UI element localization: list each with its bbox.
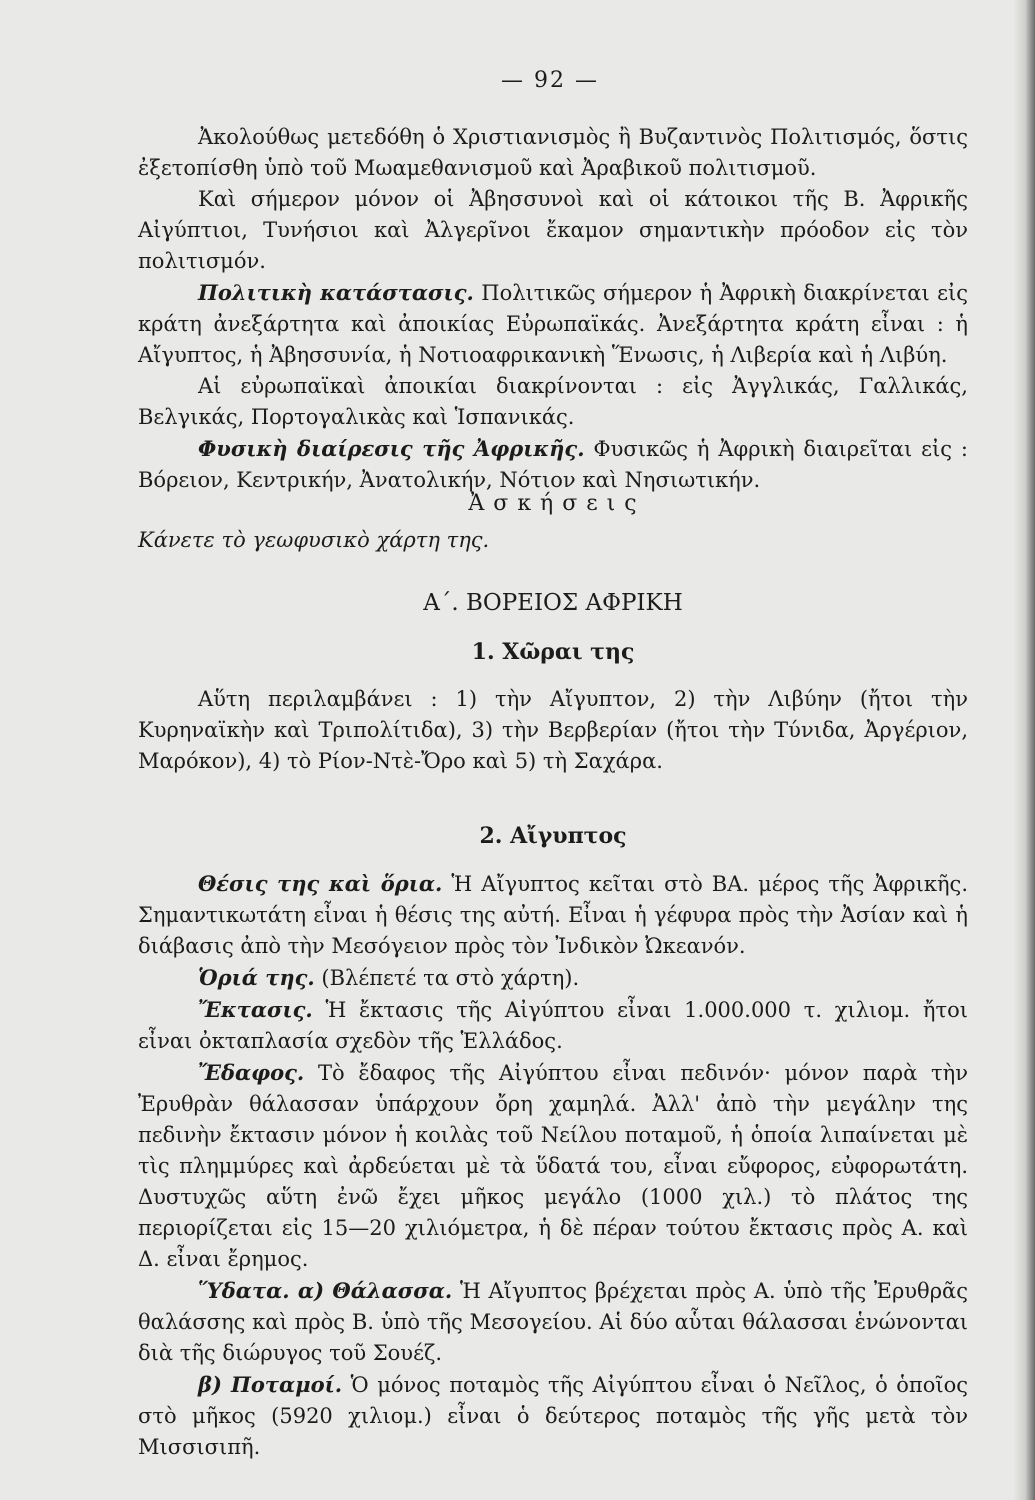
heading-physical-division: Φυσικὴ διαίρεσις τῆς Ἀφρικῆς. xyxy=(198,436,585,461)
intro-block xyxy=(138,122,968,496)
paragraph-countries: Αὕτη περιλαμβάνει : 1) τὴν Αἴγυπτον, 2) τὴν Λιβύην (ἤτοι τὴν Κυρηναϊκὴν καὶ Τριπολίτιδα), 3) τὴν Βερβερίαν (ἤτοι τὴν Τύνιδα, Ἀργέριον, Μαρόκον), 4) τὸ Ρίον-Ντὲ-Ὄρο καὶ 5) τὴ Σαχάρα. xyxy=(138,687,968,773)
paragraph-today: Καὶ σήμερον μόνον οἱ Ἀβησσυνοὶ καὶ οἱ κάτοικοι τῆς Β. Ἀφρικῆς Αἰγύπτιοι, Τυνήσιοι καὶ Ἀλγερῖνοι ἔκαμον σημαντικὴν πρόοδον εἰς τὸν πολιτισμόν. xyxy=(138,187,968,273)
page-number: — 92 — xyxy=(501,68,599,93)
paragraph-borders xyxy=(138,962,968,994)
heading-borders: Ὁριά της. xyxy=(198,965,315,990)
heading-soil: Ἔδαφος. xyxy=(198,1060,305,1085)
paragraph-area xyxy=(138,994,968,1057)
heading-position: Θέσις της καὶ ὅρια. xyxy=(198,871,443,896)
paragraph-political xyxy=(138,277,968,371)
paragraph-position xyxy=(138,868,968,962)
paragraph-rivers xyxy=(138,1369,968,1463)
paragraph-christianity: Ἀκολούθως μετεδόθη ὁ Χριστιανισμὸς ἢ Βυζαντινὸς Πολιτισμός, ὅστις ἐξετοπίσθη ὑπὸ τοῦ Μωαμεθανισμοῦ καὶ Ἀραβικοῦ πολιτισμοῦ. xyxy=(138,125,968,180)
soil-text: Τὸ ἔδαφος τῆς Αἰγύπτου εἶναι πεδινόν· μόνον παρὰ τὴν Ἐρυθρὰν θάλασσαν ὑπάρχουν ὄρη χαμηλά. Ἀλλ' ἀπὸ τὴν μεγάλην της πεδινὴν ἔκτασιν μόνον ἡ κοιλὰς τοῦ Νείλου ποταμοῦ, ἡ ὁποία λιπαίνεται μὲ τὶς πλημμύρες καὶ ἀρδεύεται μὲ τὰ ὕδατά του, εἶναι εὔφορος, εὐφορωτάτη. Δυστυχῶς αὕτη ἐνῶ ἔχει μῆκος μεγάλο (1000 χιλ.) τὸ πλάτος της περιορίζεται εἰς 15—20 χιλιόμετρα, ἡ δὲ πέραν τούτου ἔκτασις πρὸς Α. καὶ Δ. εἶναι ἔρημος. xyxy=(138,1061,968,1271)
exercise-item: Κάνετε τὸ γεωφυσικὸ χάρτη της. xyxy=(138,528,490,552)
heading-area: Ἔκτασις. xyxy=(198,997,313,1022)
political-status-text: Πολιτικῶς σήμερον ἡ Ἀφρικὴ διακρίνεται εἰς κράτη ἀνεξάρτητα καὶ ἀποικίας Εὐρωπαϊκάς. Ἀνεξάρτητα κράτη εἶναι : ἡ Αἴγυπτος, ἡ Ἀβησσυνία, ἡ Νοτιοαφρικανικὴ Ἕνωσις, ἡ Λιβερία καὶ ἡ Λιβύη. xyxy=(138,281,968,367)
heading-political-status: Πολιτικὴ κατάστασις. xyxy=(198,280,474,305)
borders-text: (Βλέπετέ τα στὸ χάρτη). xyxy=(321,966,580,990)
waters-text: Ἡ Αἴγυπτος βρέχεται πρὸς Α. ὑπὸ τῆς Ἐρυθρᾶς θαλάσσης καὶ πρὸς Β. ὑπὸ τῆς Μεσογείου. Αἱ δύο αὗται θάλασσαι ἑνώνονται διὰ τῆς διώρυγος τοῦ Σουέζ. xyxy=(138,1279,968,1365)
exercises-block xyxy=(138,488,968,556)
area-text: Ἡ ἔκτασις τῆς Αἰγύπτου εἶναι 1.000.000 τ. χιλιομ. ἤτοι εἶναι ὀκταπλασία σχεδὸν τῆς Ἑλλάδος. xyxy=(138,998,968,1053)
page-edge-shadow xyxy=(1013,0,1035,1500)
paragraph-physical xyxy=(138,433,968,496)
physical-division-text: Φυσικῶς ἡ Ἀφρικὴ διαιρεῖται εἰς : Βόρειον, Κεντρικήν, Ἀνατολικήν, Νότιον καὶ Νησιωτικήν. xyxy=(138,437,968,492)
rivers-text: Ὁ μόνος ποταμὸς τῆς Αἰγύπτου εἶναι ὁ Νεῖλος, ὁ ὁποῖος στὸ μῆκος (5920 χιλιομ.) εἶναι ὁ δεύτερος ποταμὸς τῆς γῆς μετὰ τὸν Μισσισιπῆ. xyxy=(138,1373,968,1459)
section-north-africa xyxy=(138,588,968,1463)
heading-waters: Ὕδατα. α) Θάλασσα. xyxy=(198,1278,453,1303)
section-heading-north-africa: Α΄. ΒΟΡΕΙΟΣ ΑΦΡΙΚΗ xyxy=(423,590,683,616)
paragraph-waters xyxy=(138,1275,968,1369)
paragraph-colonies: Αἱ εὐρωπαϊκαὶ ἀποικίαι διακρίνονται : εἰς Ἀγγλικάς, Γαλλικάς, Βελγικάς, Πορτογαλικὰς καὶ Ἱσπανικάς. xyxy=(138,374,968,429)
subheading-countries: 1. Χῶραι της xyxy=(471,639,635,665)
position-text: Ἡ Αἴγυπτος κεῖται στὸ ΒΑ. μέρος τῆς Ἀφρικῆς. Σημαντικωτάτη εἶναι ἡ θέσις της αὐτή. Εἶναι ἡ γέφυρα πρὸς τὴν Ἀσίαν καὶ ἡ διάβασις ἀπὸ τὴν Μεσόγειον πρὸς τὸν Ἰνδικὸν Ὠκεανόν. xyxy=(138,872,968,958)
heading-rivers: β) Ποταμοί. xyxy=(198,1372,343,1397)
subheading-egypt: 2. Αἴγυπτος xyxy=(479,823,627,849)
paragraph-soil xyxy=(138,1057,968,1275)
exercises-title: Ἀ σ κ ή σ ε ι ς xyxy=(468,491,638,516)
